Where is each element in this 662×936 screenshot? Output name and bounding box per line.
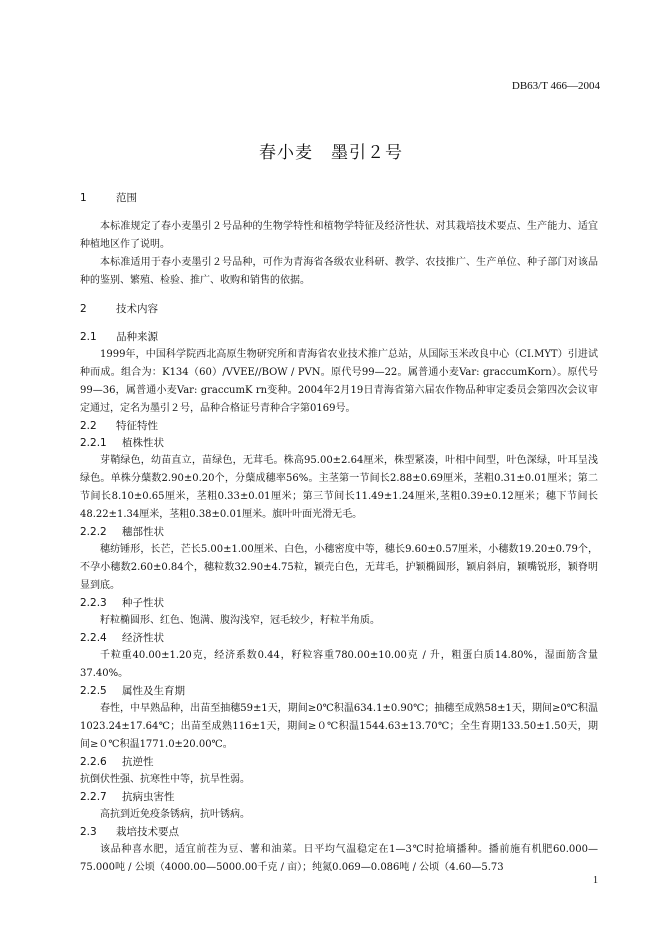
section-title: 栽培技术要点	[116, 826, 179, 838]
paragraph: 春性，中早熟品种，出苗至抽穗59±1天，期间≥0℃积温634.1±0.90℃；抽穗至成熟58±1天，期间≥0℃积温1023.24±17.64℃；出苗至成熟116±1天，期间≥０℃积温1544.63±13.70℃；全生育期133.50±1.50天，期间≥０℃积温1771.0±20.00℃。	[80, 703, 598, 750]
section-title: 属性及生育期	[122, 685, 185, 697]
section-heading-stress-resistance	[80, 754, 598, 771]
section-number: 2.2.4	[80, 632, 107, 644]
section-heading-economic-traits	[80, 630, 598, 647]
paragraph: 穗纺锤形，长芒，芒长5.00±1.00厘米、白色，小穗密度中等，穗长9.60±0.57厘米，小穗数19.20±0.79个，不孕小穗数2.60±0.84个，穗粒数32.90±4.75粒，颖壳白色，无茸毛，护颖椭圆形，颖肩斜肩，颖嘴锐形，颖脊明显到底。	[80, 544, 598, 591]
section-heading-disease-resistance	[80, 789, 598, 806]
paragraph: 1999年，中国科学院西北高原生物研究所和青海省农业技术推广总站，从国际玉米改良中心（CI.MYT）引进试种而成。组合为：K134（60）/VVEE//BOW / PVN。原代号99—22。属普通小麦Var: graccumKorn）。原代号99—36，属普通小麦Var: graccumK rn变种。2004年2月19日青海省第六届农作物品种审定委员会第四次会议审定通过，定名为墨引２号，品种合格证号青种合字第0169号。	[80, 349, 598, 414]
paragraph: 本标准适用于春小麦墨引２号品种，可作为青海省各级农业科研、教学、农技推广、生产单位、种子部门对该品种的鉴别、繁殖、检验、推广、收购和销售的依据。	[80, 257, 598, 286]
section-heading-technical-content	[80, 301, 598, 318]
section-title: 技术内容	[116, 303, 158, 315]
section-heading-spike-traits	[80, 524, 598, 541]
paragraph: 本标准规定了春小麦墨引２号品种的生物学特性和植物学特征及经济性状、对其栽培技术要点、生产能力、适宜种植地区作了说明。	[80, 221, 598, 250]
paragraph: 高抗到近免疫条锈病，抗叶锈病。	[100, 809, 250, 820]
document-body	[80, 190, 598, 877]
section-number: 1	[80, 192, 87, 204]
section-title: 穗部性状	[122, 526, 164, 538]
section-number: 2.2.5	[80, 685, 107, 697]
paragraph: 该品种喜水肥，适宜前茬为豆、薯和油菜。日平均气温稳定在1—3℃时抢墒播种。播前施有机肥60.000—75.000吨 / 公顷（4000.00—5000.00千克 / 亩）；纯氮0.069—0.086吨 / 公顷（4.60—5.73	[80, 844, 598, 873]
section-number: 2.2.6	[80, 756, 107, 768]
section-title: 品种来源	[116, 331, 158, 343]
section-number: 2.2.3	[80, 597, 107, 609]
section-number: 2.2	[80, 420, 97, 432]
section-title: 抗逆性	[122, 756, 154, 768]
section-heading-characteristics	[80, 418, 598, 435]
section-heading-plant-traits	[80, 435, 598, 452]
section-title: 特征特性	[116, 420, 158, 432]
document-title: 春小麦 墨引２号	[259, 143, 403, 163]
section-number: 2.2.1	[80, 437, 107, 449]
section-title: 范围	[116, 192, 137, 204]
section-heading-growth-period	[80, 683, 598, 700]
section-title: 植株性状	[122, 437, 164, 449]
section-number: 2	[80, 303, 87, 315]
standard-number: DB63/T 466—2004	[511, 80, 600, 92]
section-number: 2.2.2	[80, 526, 107, 538]
paragraph: 抗倒伏性强、抗寒性中等，抗旱性弱。	[80, 774, 250, 785]
section-number: 2.3	[80, 826, 97, 838]
section-heading-seed-traits	[80, 595, 598, 612]
section-number: 2.1	[80, 331, 97, 343]
section-title: 经济性状	[122, 632, 164, 644]
section-title: 种子性状	[122, 597, 164, 609]
section-heading-scope	[80, 190, 598, 207]
section-number: 2.2.7	[80, 791, 107, 803]
page-number: 1	[593, 875, 598, 886]
paragraph: 籽粒椭圆形、红色、饱满、腹沟浅窄，冠毛较少，籽粒半角质。	[100, 615, 380, 626]
section-title: 抗病虫害性	[122, 791, 175, 803]
section-heading-variety-origin	[80, 329, 598, 346]
paragraph: 芽鞘绿色，幼苗直立，苗绿色，无茸毛。株高95.00±2.64厘米，株型紧凑，叶相中间型，叶色深绿，叶耳呈浅绿色。单株分蘖数2.90±0.20个，分蘖成穗率56%。主茎第一节间长2.88±0.69厘米，茎粗0.31±0.01厘米；第二节间长8.10±0.65厘米，茎粗0.33±0.01厘米；第三节间长11.49±1.24厘米,茎粗0.39±0.12厘米；穗下节间长48.22±1.34厘米，茎粗0.38±0.01厘米。旗叶叶面光滑无毛。	[80, 455, 598, 520]
paragraph: 千粒重40.00±1.20克，经济系数0.44，籽粒容重780.00±10.00克 / 升，粗蛋白质14.80%，湿面筋含量37.40%。	[80, 650, 598, 679]
section-heading-cultivation	[80, 824, 598, 841]
